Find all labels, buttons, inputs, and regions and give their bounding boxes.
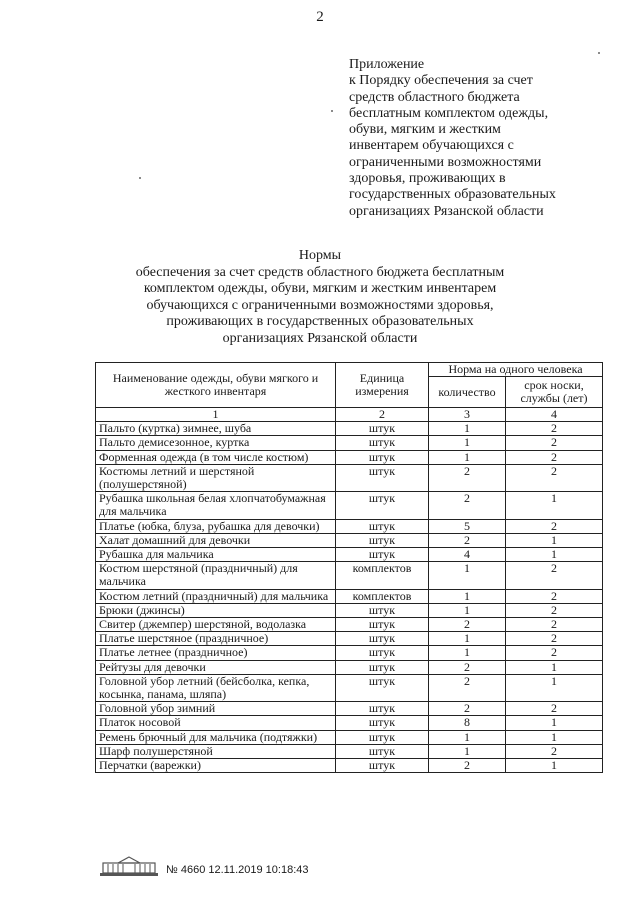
appendix-block xyxy=(349,57,629,220)
cell-wear-period: 2 xyxy=(506,450,603,464)
table-row xyxy=(96,492,603,519)
cell-quantity: 2 xyxy=(429,464,506,491)
cell-unit: штук xyxy=(336,759,429,773)
cell-wear-period: 1 xyxy=(506,548,603,562)
cell-quantity: 2 xyxy=(429,759,506,773)
cell-unit: штук xyxy=(336,646,429,660)
cell-unit: штук xyxy=(336,492,429,519)
title-subtitle-line: обеспечения за счет средств областного бюджета бесплатным xyxy=(135,264,505,280)
cell-unit: штук xyxy=(336,674,429,701)
cell-quantity: 1 xyxy=(429,422,506,436)
cell-unit: штук xyxy=(336,450,429,464)
cell-name: Пальто демисезонное, куртка xyxy=(96,436,336,450)
appendix-line: Приложение xyxy=(349,57,425,72)
table-row xyxy=(96,589,603,603)
header-norm-group: Норма на одного человека xyxy=(429,363,603,377)
appendix-line: средств областного бюджета xyxy=(349,89,520,105)
cell-quantity: 5 xyxy=(429,519,506,533)
cell-wear-period: 2 xyxy=(506,618,603,632)
table-row xyxy=(96,519,603,533)
cell-unit: штук xyxy=(336,632,429,646)
title-subtitle-line: обучающихся с ограниченными возможностями здоровья, xyxy=(146,297,494,313)
cell-wear-period: 2 xyxy=(506,436,603,450)
cell-name: Костюм шерстяной (праздничный) для мальчика xyxy=(96,562,336,589)
cell-quantity: 2 xyxy=(429,660,506,674)
appendix-line: здоровья, проживающих в xyxy=(349,171,506,187)
table-row xyxy=(96,422,603,436)
cell-quantity: 4 xyxy=(429,548,506,562)
table-row xyxy=(96,660,603,674)
appendix-line: организациях Рязанской области xyxy=(349,203,544,219)
cell-name: Ремень брючный для мальчика (подтяжки) xyxy=(96,730,336,744)
cell-wear-period: 1 xyxy=(506,533,603,547)
cell-wear-period: 1 xyxy=(506,492,603,519)
cell-unit: штук xyxy=(336,603,429,617)
cell-unit: штук xyxy=(336,618,429,632)
cell-name: Свитер (джемпер) шерстяной, водолазка xyxy=(96,618,336,632)
cell-quantity: 2 xyxy=(429,674,506,701)
cell-unit: комплектов xyxy=(336,562,429,589)
appendix-line: ограниченными возможностями xyxy=(349,154,542,170)
table-row xyxy=(96,646,603,660)
cell-quantity: 2 xyxy=(429,533,506,547)
cell-name: Шарф полушерстяной xyxy=(96,744,336,758)
title-heading: Нормы xyxy=(298,248,342,263)
column-number: 3 xyxy=(429,408,506,422)
cell-quantity: 1 xyxy=(429,744,506,758)
cell-quantity: 1 xyxy=(429,603,506,617)
cell-unit: штук xyxy=(336,464,429,491)
cell-wear-period: 2 xyxy=(506,562,603,589)
table-row xyxy=(96,533,603,547)
cell-name: Рубашка школьная белая хлопчатобумажная для мальчика xyxy=(96,492,336,519)
cell-wear-period: 1 xyxy=(506,660,603,674)
footer xyxy=(98,854,408,882)
cell-name: Головной убор летний (бейсболка, кепка, косынка, панама, шляпа) xyxy=(96,674,336,701)
cell-unit: штук xyxy=(336,436,429,450)
title-subtitle-line: комплектом одежды, обуви, мягким и жестким инвентарем xyxy=(143,281,497,296)
cell-name: Халат домашний для девочки xyxy=(96,533,336,547)
building-emblem-icon xyxy=(98,854,160,878)
cell-unit: комплектов xyxy=(336,589,429,603)
column-number: 1 xyxy=(96,408,336,422)
cell-unit: штук xyxy=(336,660,429,674)
header-name: Наименование одежды, обуви мягкого и жесткого инвентаря xyxy=(96,363,336,408)
cell-name: Платье шерстяное (праздничное) xyxy=(96,632,336,646)
cell-unit: штук xyxy=(336,519,429,533)
cell-quantity: 1 xyxy=(429,646,506,660)
appendix-line: обуви, мягким и жестким xyxy=(349,122,501,138)
cell-unit: штук xyxy=(336,702,429,716)
appendix-line: бесплатным комплектом одежды, xyxy=(349,105,549,121)
document-stamp: № 4660 12.11.2019 10:18:43 xyxy=(166,864,309,876)
table-body xyxy=(96,422,603,773)
cell-name: Платок носовой xyxy=(96,716,336,730)
cell-quantity: 1 xyxy=(429,436,506,450)
cell-name: Платье (юбка, блуза, рубашка для девочки) xyxy=(96,519,336,533)
cell-wear-period: 2 xyxy=(506,646,603,660)
table-row xyxy=(96,702,603,716)
table-row xyxy=(96,562,603,589)
cell-quantity: 8 xyxy=(429,716,506,730)
cell-quantity: 1 xyxy=(429,632,506,646)
cell-wear-period: 2 xyxy=(506,744,603,758)
cell-wear-period: 2 xyxy=(506,464,603,491)
title-subtitle-line: проживающих в государственных образовательных xyxy=(166,314,474,329)
cell-unit: штук xyxy=(336,716,429,730)
table-row xyxy=(96,632,603,646)
cell-name: Рубашка для мальчика xyxy=(96,548,336,562)
cell-name: Форменная одежда (в том числе костюм) xyxy=(96,450,336,464)
cell-wear-period: 1 xyxy=(506,674,603,701)
appendix-line: инвентарем обучающихся с xyxy=(349,138,514,154)
cell-quantity: 2 xyxy=(429,618,506,632)
cell-unit: штук xyxy=(336,730,429,744)
cell-wear-period: 1 xyxy=(506,730,603,744)
cell-name: Костюм летний (праздничный) для мальчика xyxy=(96,589,336,603)
cell-wear-period: 2 xyxy=(506,589,603,603)
cell-wear-period: 2 xyxy=(506,632,603,646)
cell-name: Головной убор зимний xyxy=(96,702,336,716)
table-row xyxy=(96,744,603,758)
document-title xyxy=(120,248,520,347)
cell-name: Костюмы летний и шерстяной (полушерстяной) xyxy=(96,464,336,491)
cell-quantity: 2 xyxy=(429,702,506,716)
table-row xyxy=(96,548,603,562)
header-unit: Единица измерения xyxy=(336,363,429,408)
scan-speck xyxy=(139,177,141,179)
cell-unit: штук xyxy=(336,422,429,436)
table-row xyxy=(96,759,603,773)
appendix-line: к Порядку обеспечения за счет xyxy=(349,73,533,89)
table-row xyxy=(96,716,603,730)
table-row xyxy=(96,730,603,744)
cell-quantity: 1 xyxy=(429,562,506,589)
cell-name: Пальто (куртка) зимнее, шуба xyxy=(96,422,336,436)
table-row xyxy=(96,603,603,617)
cell-name: Рейтузы для девочки xyxy=(96,660,336,674)
norms-table xyxy=(95,362,603,773)
cell-unit: штук xyxy=(336,744,429,758)
scan-speck xyxy=(598,52,600,54)
header-quantity: количество xyxy=(429,377,506,408)
column-number: 2 xyxy=(336,408,429,422)
cell-quantity: 2 xyxy=(429,492,506,519)
cell-name: Перчатки (варежки) xyxy=(96,759,336,773)
table-row xyxy=(96,674,603,701)
cell-quantity: 1 xyxy=(429,450,506,464)
cell-name: Брюки (джинсы) xyxy=(96,603,336,617)
header-wear-period: срок носки, службы (лет) xyxy=(506,377,603,408)
cell-unit: штук xyxy=(336,533,429,547)
table-row xyxy=(96,436,603,450)
cell-name: Платье летнее (праздничное) xyxy=(96,646,336,660)
column-number: 4 xyxy=(506,408,603,422)
appendix-line: государственных образовательных xyxy=(349,187,556,203)
cell-unit: штук xyxy=(336,548,429,562)
cell-wear-period: 2 xyxy=(506,702,603,716)
cell-quantity: 1 xyxy=(429,589,506,603)
cell-quantity: 1 xyxy=(429,730,506,744)
cell-wear-period: 1 xyxy=(506,759,603,773)
scan-speck xyxy=(331,110,333,112)
cell-wear-period: 1 xyxy=(506,716,603,730)
cell-wear-period: 2 xyxy=(506,422,603,436)
cell-wear-period: 2 xyxy=(506,603,603,617)
table-row xyxy=(96,464,603,491)
cell-wear-period: 2 xyxy=(506,519,603,533)
page-number: 2 xyxy=(316,9,324,25)
table-row xyxy=(96,618,603,632)
title-subtitle-line: организациях Рязанской области xyxy=(222,330,418,346)
table-row xyxy=(96,450,603,464)
